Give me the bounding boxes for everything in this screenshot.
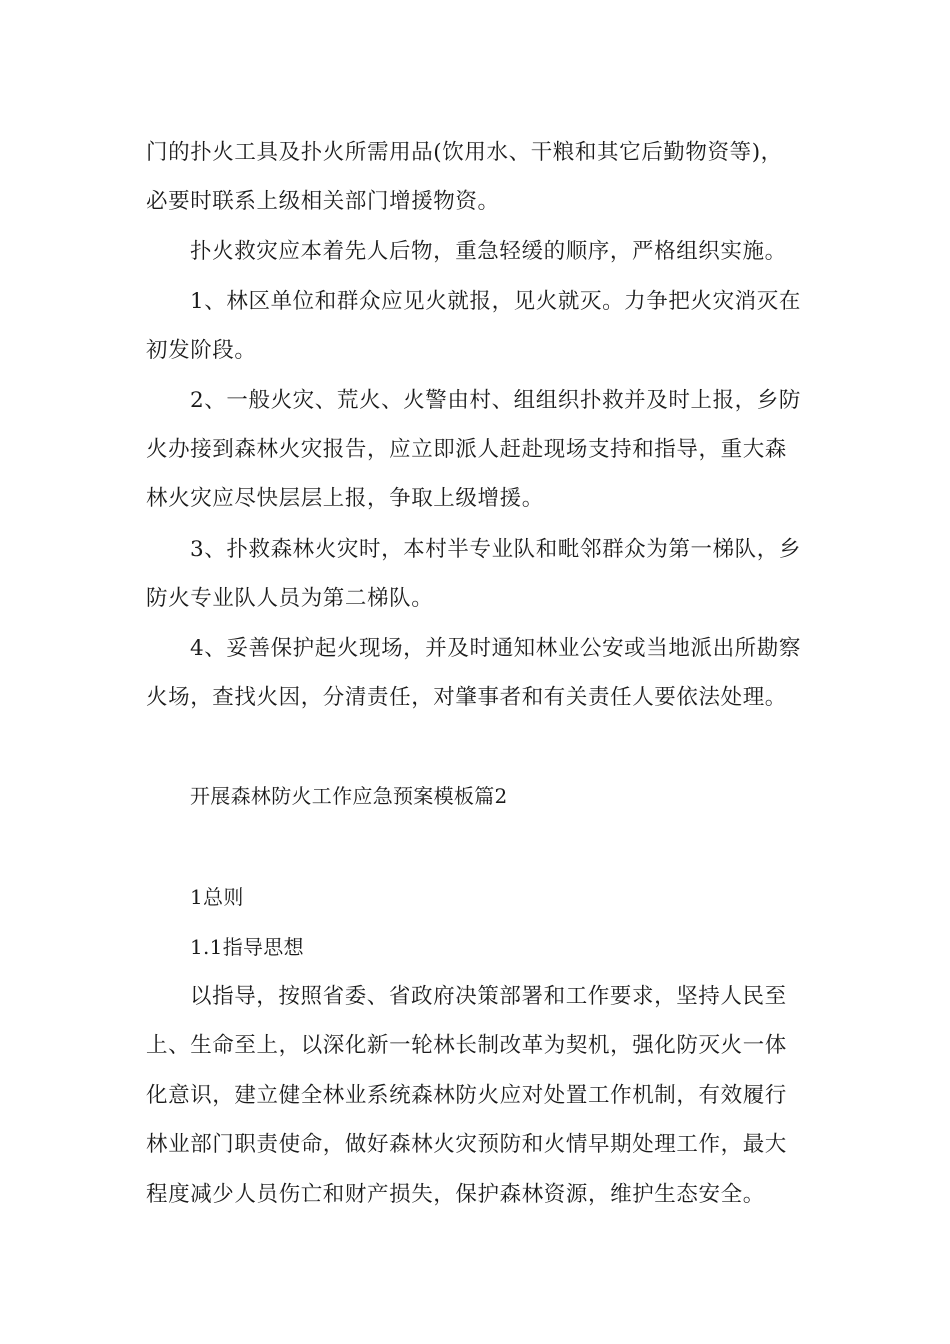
paragraph-3-line-2: 火办接到森林火灾报告，应立即派人赶赴现场支持和指导，重大森 — [146, 437, 787, 462]
guiding-paragraph-line-4: 林业部门职责使命，做好森林火灾预防和火情早期处理工作，最大 — [146, 1132, 787, 1157]
paragraph-4-line-2: 防火专业队人员为第二梯队。 — [146, 586, 434, 611]
guiding-paragraph-line-2: 上、生命至上，以深化新一轮林长制改革为契机，强化防灭火一体 — [146, 1033, 787, 1058]
guiding-paragraph-line-3: 化意识，建立健全林业系统森林防火应对处置工作机制，有效履行 — [146, 1083, 787, 1108]
heading-guiding-ideology: 1.1指导思想 — [190, 935, 304, 959]
paragraph-0-line-2: 必要时联系上级相关部门增援物资。 — [146, 189, 500, 214]
paragraph-0-line-1: 门的扑火工具及扑火所需用品(饮用水、干粮和其它后勤物资等)， — [146, 140, 783, 165]
paragraph-3-line-3: 林火灾应尽快层层上报，争取上级增援。 — [146, 486, 544, 511]
paragraph-5-line-1: 4、妥善保护起火现场，并及时通知林业公安或当地派出所勘察 — [190, 636, 801, 661]
paragraph-5-line-2: 火场，查找火因，分清责任，对肇事者和有关责任人要依法处理。 — [146, 685, 787, 710]
paragraph-1-line-1: 扑火救灾应本着先人后物，重急轻缓的顺序，严格组织实施。 — [190, 239, 787, 264]
section-title: 开展森林防火工作应急预案模板篇2 — [190, 784, 508, 808]
paragraph-2-line-2: 初发阶段。 — [146, 338, 257, 363]
paragraph-3-line-1: 2、一般火灾、荒火、火警由村、组组织扑救并及时上报，乡防 — [190, 388, 801, 413]
heading-general-principles: 1总则 — [190, 885, 244, 909]
paragraph-4-line-1: 3、扑救森林火灾时，本村半专业队和毗邻群众为第一梯队，乡 — [190, 537, 801, 562]
guiding-paragraph-line-5: 程度减少人员伤亡和财产损失，保护森林资源，维护生态安全。 — [146, 1182, 765, 1207]
paragraph-2-line-1: 1、林区单位和群众应见火就报，见火就灭。力争把火灾消灭在 — [190, 289, 801, 314]
guiding-paragraph-line-1: 以指导，按照省委、省政府决策部署和工作要求，坚持人民至 — [190, 984, 787, 1009]
